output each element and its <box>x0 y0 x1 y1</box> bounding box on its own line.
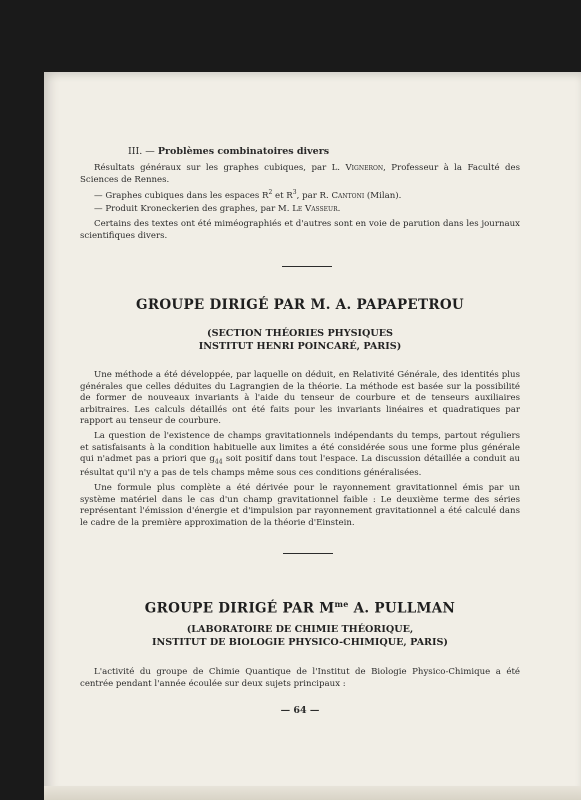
affiliation-line: INSTITUT HENRI POINCARÉ, PARIS) <box>198 341 402 352</box>
text-run: — Graphes cubiques dans les espaces R <box>94 191 269 202</box>
text-run: — Produit Kroneckerien des graphes, par M. <box>94 203 293 214</box>
text-run: (Milan). <box>364 191 402 202</box>
group1-body <box>80 370 520 529</box>
text-run: soit positif dans tout l'espace. La discussion détaillée a conduit au résultat qu'il n'y a pas de tels champs même sous ces conditions généralisées. <box>80 454 520 479</box>
paragraph-gravitational-fields <box>80 431 520 480</box>
group2-body <box>80 667 520 690</box>
text-run: et R <box>272 191 293 202</box>
affiliation-line: (LABORATOIRE DE CHIMIE THÉORIQUE, <box>186 624 414 635</box>
author-name: Le Vasseur <box>292 203 338 214</box>
text-run: , par R. <box>296 191 332 202</box>
paragraph-le-vasseur <box>80 204 520 216</box>
author-name: Cantoni <box>331 191 365 202</box>
superscript: 3 <box>292 189 297 197</box>
text-run: A. PULLMAN <box>348 600 456 617</box>
text-run: . <box>337 203 341 214</box>
section3-body <box>80 163 520 242</box>
superscript: me <box>334 599 349 609</box>
section-heading: Problèmes combinatoires divers <box>157 146 330 157</box>
section-number: III. — <box>128 146 155 157</box>
text-run: , Professeur à la Faculté des Sciences de Rennes. <box>80 163 520 185</box>
affiliation-line: (SECTION THÉORIES PHYSIQUES <box>207 328 393 339</box>
paragraph-method: Une méthode a été développée, par laquelle on déduit, en Relativité Générale, des identités plus générales que celles déduites du Lagrangien de la théorie. La méthode est basée sur la possibilité de former de nouveaux invariants à l'aide du tenseur de courbure et de tenseurs auxiliaires arbitraires. Les calculs détaillés ont été faits pour les invariants linéaires et quadratiques par rapport au tenseur de courbure. <box>80 370 520 427</box>
paragraph-activity: L'activité du groupe de Chimie Quantique de l'Institut de Biologie Physico-Chimique a été centrée pendant l'année écoulée sur deux sujets principaux : <box>80 667 520 689</box>
text-run: Résultats généraux sur les graphes cubiques, par L. <box>94 163 346 173</box>
text-run: GROUPE DIRIGÉ PAR M <box>144 600 335 617</box>
page-number: — 64 — <box>280 705 320 716</box>
paragraph-vigneron <box>80 163 520 186</box>
affiliation-line: INSTITUT DE BIOLOGIE PHYSICO-CHIMIQUE, PARIS) <box>152 637 448 648</box>
superscript: 2 <box>268 189 273 197</box>
subscript: 44 <box>214 458 223 466</box>
paragraph-publication-note: Certains des textes ont été miméographiés et d'autres sont en voie de parution dans les journaux scientifiques divers. <box>80 219 520 241</box>
page-edge <box>44 786 581 800</box>
paragraph-cantoni <box>80 187 520 202</box>
author-name: Vigneron <box>345 163 384 173</box>
paragraph-radiation: Une formule plus complète a été dérivée pour le rayonnement gravitationnel émis par un système matériel dans le cas d'un champ gravitationnel faible : Le deuxième terme des séries représentant l'émission d'énergie et d'impulsion par rayonnement gravitationnel a été calculé dans le cadre de la première approximation de la théorie d'Einstein. <box>80 483 520 528</box>
group-affiliation <box>80 623 520 649</box>
group-title-pullman <box>80 599 520 617</box>
separator-rule <box>283 553 333 554</box>
group-title-papapetrou: GROUPE DIRIGÉ PAR M. A. PAPAPETROU <box>135 297 464 313</box>
section-title <box>128 146 528 157</box>
group-affiliation <box>80 327 520 353</box>
separator-rule <box>282 266 332 267</box>
text-run: La question de l'existence de champs gravitationnels indépendants du temps, partout réguliers et satisfaisants à la condition habituelle aux limites a été considérée sous une forme plus générale qui n'admet pas a priori que g <box>80 430 520 465</box>
